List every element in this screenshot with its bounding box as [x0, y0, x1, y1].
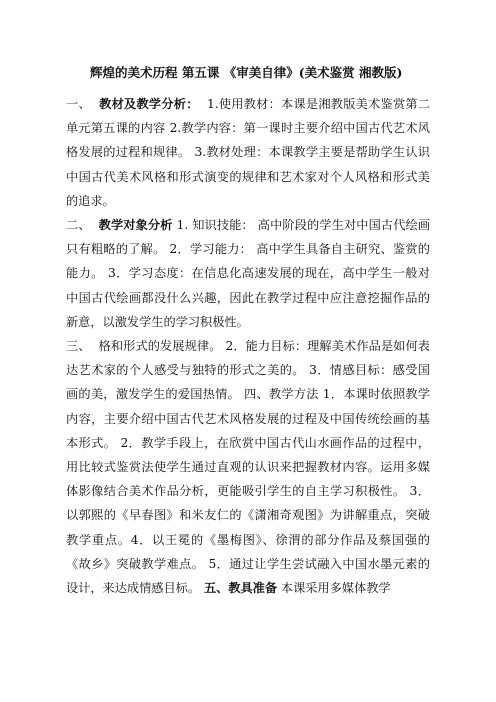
section-3-text: 格和形式的发展规律。 2．能力目标：理解美术作品是如何表达艺术家的个人感受与独特的形式之美的。 3．情感目标：感受国画的美，激发学生的爱国热情。 四、教学方法 1．本课时依照教学内容，主要介绍中国古代艺术风格发展的过程及中国传统绘画的基本形式。 2．教学手段上，在欣赏中国古代山水画作品的过程中，用比较式鉴赏法使学生通过直观的认识来把握教材内容。运用多媒体影像结合美术作品分析，更能吸引学生的自主学习积极性。 3．以郭熙的《早春图》和米友仁的《潇湘奇观图》为讲解重点，突破教学重点。4．以王冕的《墨梅图》、徐渭的部分作品及蔡国强的《故乡》突破教学难点。 5．通过让学生尝试融入中国水墨元素的设计，来达成情感目标。 — [66, 339, 430, 596]
section-1-text: 1.使用教材：本课是湘教版美术鉴赏第二单元第五课的内容 2.教学内容：第一课时主要介绍中国古代艺术风格发展的过程和规律。 3.教材处理：本课教学主要是帮助学生认识中国古代美术风格和形式演变的规律和艺术家对个人风格和形式美的追求。 — [66, 97, 431, 208]
section-2-number: 二、 — [66, 218, 91, 233]
section-1-number: 一、 — [66, 97, 91, 111]
section-1-heading: 教材及教学分析： — [99, 97, 199, 111]
section-5-text: 本课采用多媒体教学 — [277, 581, 391, 596]
document-title: 辉煌的美术历程 第五课 《审美自律》(美术鉴赏 湘教版) — [90, 65, 403, 80]
document-body — [66, 92, 430, 600]
section-5-heading: 五、教具准备 — [203, 581, 278, 596]
section-3-number: 三、 — [66, 339, 91, 354]
section-2-text: 1. 知识技能： 高中阶段的学生对中国古代绘画只有粗略的了解。 2．学习能力： 高中学生具备自主研究、鉴赏的能力。 3．学习态度：在信息化高速发展的现在，高中学生一般对中国古代绘画都没什么兴趣，因此在教学过程中应注意挖掘作品的新意，以激发学生的学习积极性。 — [66, 218, 431, 329]
section-2-heading: 教学对象分析 — [98, 218, 173, 233]
paragraph-section-2 — [66, 213, 430, 334]
paragraph-section-3 — [66, 334, 430, 600]
paragraph-section-1 — [66, 92, 430, 213]
